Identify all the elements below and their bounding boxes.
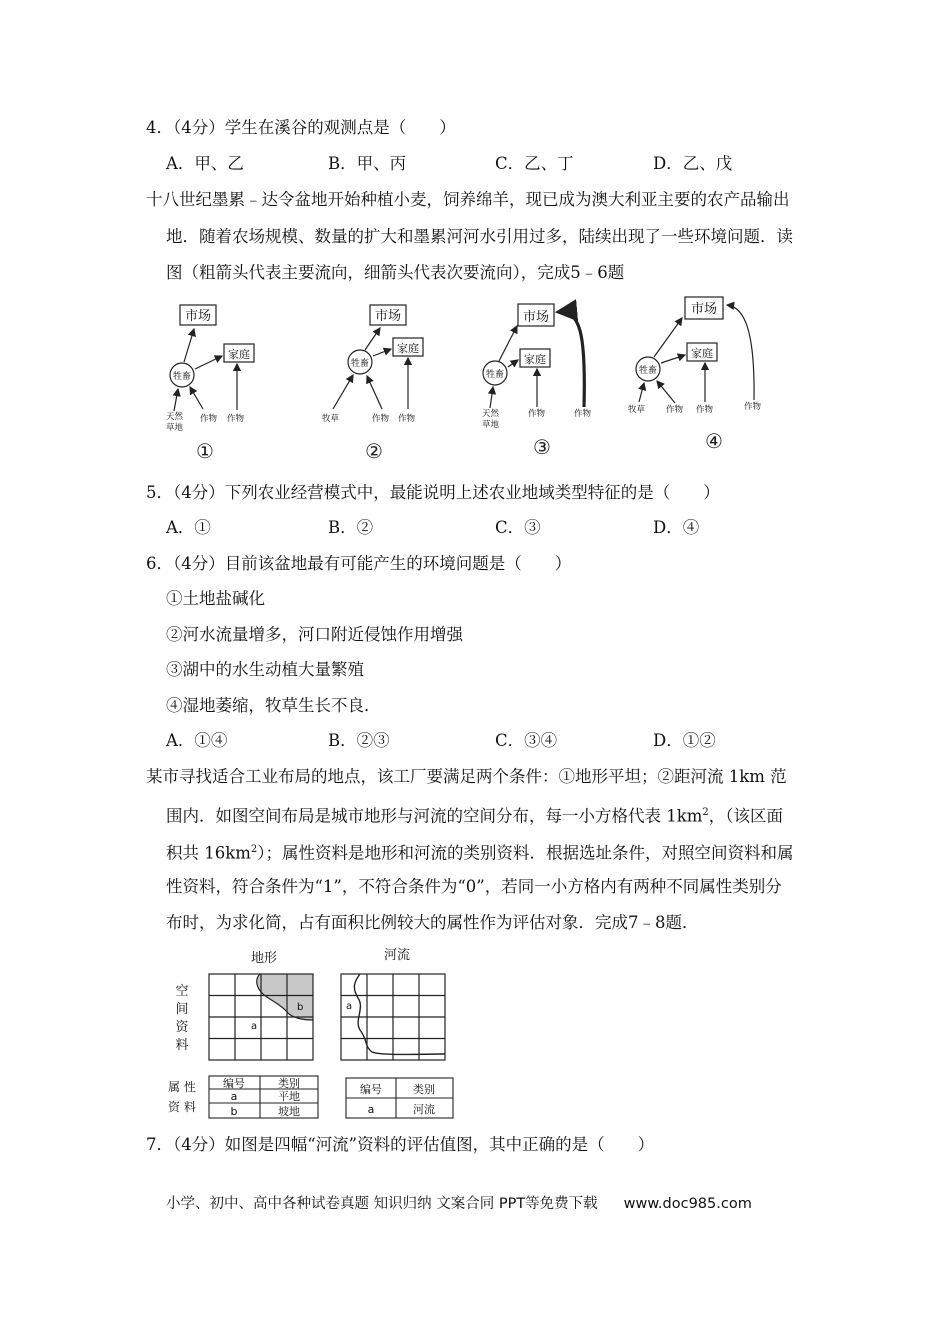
d4-livestock-text: 牲畜 bbox=[638, 366, 658, 376]
footer-url[interactable]: www.doc985.com bbox=[623, 1196, 752, 1212]
d3-crop-2: 作物 bbox=[574, 409, 592, 419]
d1-crop-1: 作物 bbox=[200, 414, 218, 424]
river-row-a-no: a bbox=[367, 1103, 375, 1116]
spatial-label-4: 料 bbox=[175, 1038, 189, 1053]
river-line bbox=[354, 974, 445, 1055]
passage2-line4: 性资料，符合条件为“1”，不符合条件为“0”，若同一小方格内有两种不同属性类别分 bbox=[166, 877, 782, 896]
river-a-label: a bbox=[346, 1001, 353, 1012]
footer-text: 小学、初中、高中各种试卷真题 知识归纳 文案合同 PPT等免费下载 bbox=[166, 1196, 598, 1212]
q5-option-d[interactable]: D．④ bbox=[653, 518, 700, 537]
terrain-col-type: 类别 bbox=[278, 1077, 300, 1090]
d2-market-text: 市场 bbox=[374, 309, 402, 324]
q5-options bbox=[166, 517, 806, 539]
terrain-a-label: a bbox=[251, 1021, 258, 1032]
q6-item-4: ④湿地萎缩，牧草生长不良． bbox=[166, 696, 381, 715]
d4-crop-3: 作物 bbox=[744, 402, 762, 412]
d4-home-text: 家庭 bbox=[691, 347, 713, 360]
passage1-line3: 图（粗箭头代表主要流向，细箭头代表次要流向），完成5﹣6题 bbox=[166, 263, 625, 282]
passage1-line1: 十八世纪墨累﹣达令盆地开始种植小麦，饲养绵羊，现已成为澳大利亚主要的农产品输出 bbox=[146, 190, 790, 209]
passage2-line1: 某市寻找适合工业布局的地点，该工厂要满足两个条件：①地形平坦；②距河流 1km 范 bbox=[146, 767, 787, 786]
q6-stem: 6．（4分）目前该盆地最有可能产生的环境问题是（ ） bbox=[146, 554, 572, 573]
attr-label-1: 属 性 bbox=[168, 1080, 196, 1094]
q5-option-a[interactable]: A．① bbox=[166, 518, 211, 537]
d1-natural-grass-2: 草地 bbox=[166, 423, 184, 433]
river-col-no: 编号 bbox=[360, 1083, 382, 1096]
attr-label-2: 资 料 bbox=[168, 1100, 196, 1114]
d3-livestock-text: 牲畜 bbox=[485, 370, 505, 380]
passage2-line2: 围内．如图空间布局是城市地形与河流的空间分布，每一小方格代表 $1km^2$，（该区面 bbox=[166, 806, 784, 826]
d1-label: ① bbox=[196, 439, 214, 463]
q4-option-c[interactable]: C．乙、丁 bbox=[495, 154, 574, 173]
q6-option-b[interactable]: B．②③ bbox=[328, 731, 390, 750]
d3-home-text: 家庭 bbox=[524, 353, 546, 366]
spatial-label-3: 资 bbox=[175, 1020, 189, 1035]
river-title: 河流 bbox=[383, 948, 411, 963]
passage1-line2: 地．随着农场规模、数量的扩大和墨累河河水引用过多，陆续出现了一些环境问题．读 bbox=[166, 227, 793, 246]
slope-area bbox=[257, 974, 313, 1020]
q4-option-a[interactable]: A．甲、乙 bbox=[166, 154, 244, 173]
terrain-row-b-type: 坡地 bbox=[278, 1105, 300, 1118]
d2-pasture: 牧草 bbox=[322, 414, 340, 424]
q4-option-d[interactable]: D．乙、戊 bbox=[653, 154, 733, 173]
q4-options bbox=[166, 153, 806, 175]
d1-natural-grass-1: 天然 bbox=[166, 412, 184, 422]
terrain-col-no: 编号 bbox=[223, 1077, 245, 1090]
d4-crop-2: 作物 bbox=[696, 405, 714, 415]
d3-natural-grass-2: 草地 bbox=[482, 420, 500, 430]
q6-option-c[interactable]: C．③④ bbox=[495, 731, 558, 750]
d4-crop-1: 作物 bbox=[666, 405, 684, 415]
q6-options bbox=[166, 730, 806, 752]
river-col-type: 类别 bbox=[413, 1083, 435, 1096]
d1-crop-2: 作物 bbox=[227, 414, 245, 424]
d1-home-text: 家庭 bbox=[228, 348, 250, 361]
d1-livestock-text: 牲畜 bbox=[172, 372, 192, 382]
q7-stem: 7．（4分）如图是四幅“河流”资料的评估值图，其中正确的是（ ） bbox=[146, 1135, 655, 1154]
d3-market-text: 市场 bbox=[522, 310, 550, 325]
d2-label: ② bbox=[365, 439, 383, 463]
d4-label: ④ bbox=[705, 429, 723, 453]
q5-stem: 5．（4分）下列农业经营模式中，最能说明上述农业地域类型特征的是（ ） bbox=[146, 483, 720, 502]
q5-option-c[interactable]: C．③ bbox=[495, 518, 541, 537]
d4-market-text: 市场 bbox=[690, 302, 718, 317]
q6-item-2: ②河水流量增多，河口附近侵蚀作用增强 bbox=[166, 625, 463, 644]
d2-home-text: 家庭 bbox=[397, 342, 419, 355]
q6-option-d[interactable]: D．①② bbox=[653, 731, 716, 750]
q4-option-b[interactable]: B．甲、丙 bbox=[328, 154, 407, 173]
terrain-row-a-type: 平地 bbox=[278, 1090, 300, 1103]
q6-option-a[interactable]: A．①④ bbox=[166, 731, 228, 750]
d1-market-text: 市场 bbox=[184, 309, 212, 324]
d2-livestock-text: 牲畜 bbox=[350, 359, 370, 369]
terrain-row-a-no: a bbox=[230, 1090, 238, 1103]
d3-crop-1: 作物 bbox=[528, 409, 546, 419]
spatial-label-2: 间 bbox=[175, 1002, 189, 1017]
q6-item-1: ①土地盐碱化 bbox=[166, 589, 265, 608]
passage2-line5: 布时，为求化简，占有面积比例较大的属性作为评估对象．完成7﹣8题． bbox=[166, 913, 699, 932]
footer bbox=[166, 1192, 752, 1213]
passage2-line3: 积共 $16km^2$）；属性资料是地形和河流的类别资料．根据选址条件，对照空间资料和属 bbox=[166, 843, 794, 863]
terrain-b-label: b bbox=[297, 1002, 304, 1013]
terrain-title: 地形 bbox=[250, 951, 278, 966]
d4-pasture: 牧草 bbox=[628, 405, 646, 415]
terrain-river-figure bbox=[160, 942, 470, 1122]
farm-flow-figure bbox=[160, 292, 780, 464]
q4-stem: 4．（4分）学生在溪谷的观测点是（ ） bbox=[146, 118, 456, 137]
d3-natural-grass-1: 天然 bbox=[482, 409, 500, 419]
spatial-label-1: 空 bbox=[175, 984, 189, 999]
d3-label: ③ bbox=[533, 435, 551, 459]
q6-item-3: ③湖中的水生动植大量繁殖 bbox=[166, 660, 364, 679]
terrain-row-b-no: b bbox=[230, 1105, 238, 1118]
q5-option-b[interactable]: B．② bbox=[328, 518, 374, 537]
river-row-a-type: 河流 bbox=[413, 1103, 435, 1116]
d2-crop-2: 作物 bbox=[398, 414, 416, 424]
d2-crop-1: 作物 bbox=[372, 414, 390, 424]
